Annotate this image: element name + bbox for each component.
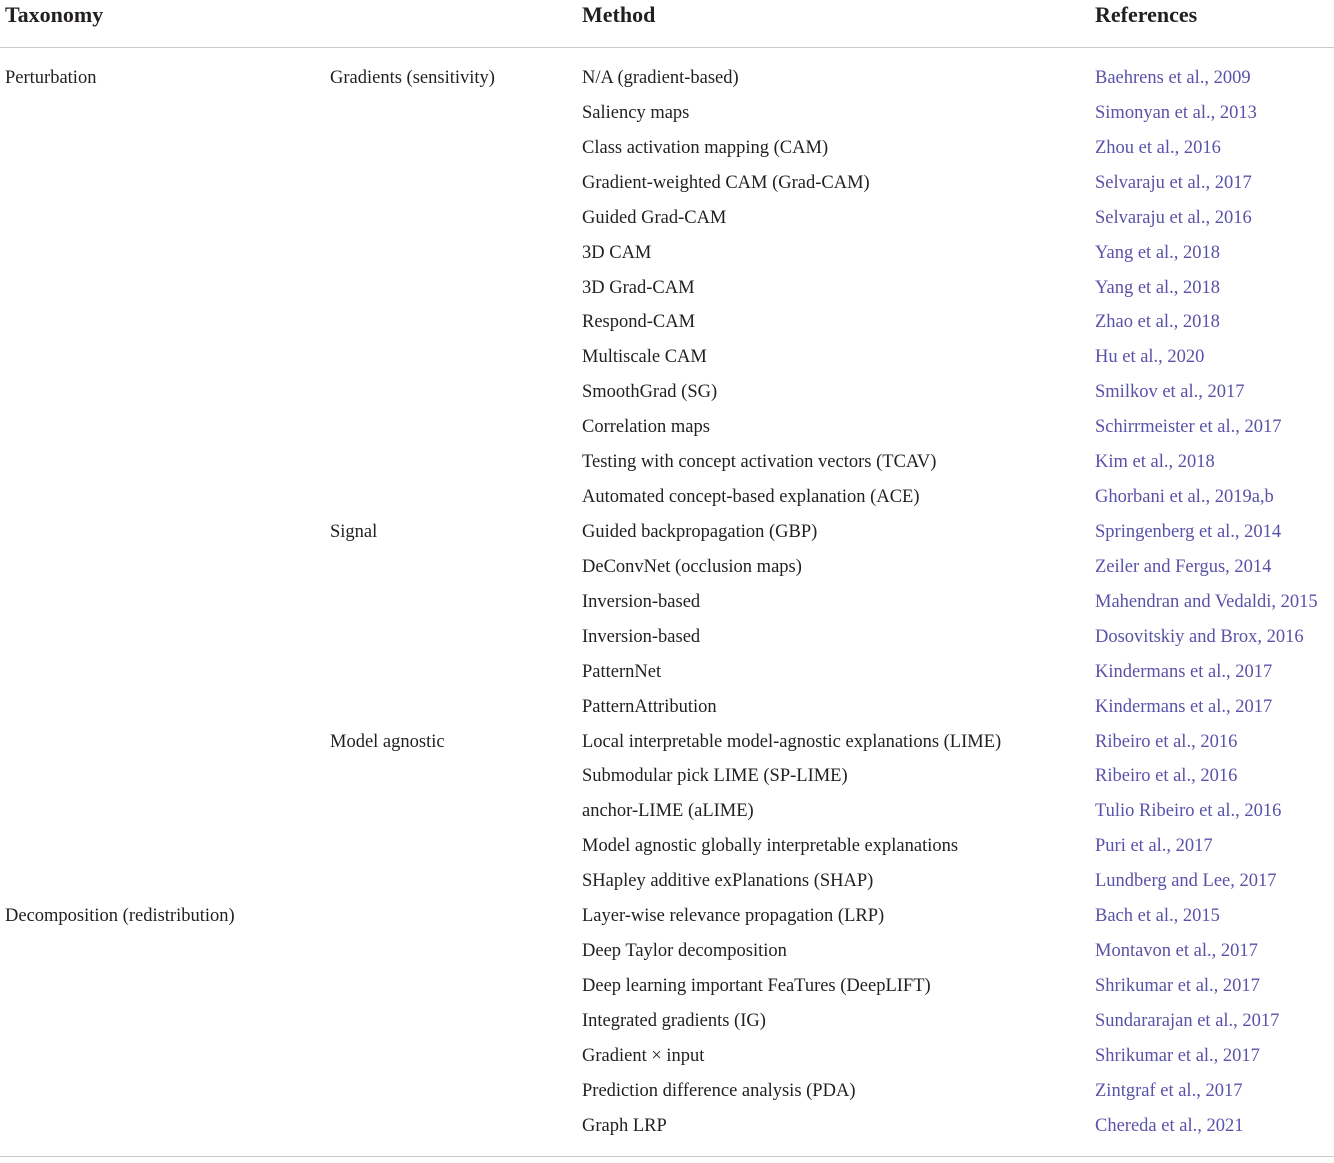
reference-link[interactable]: Selvaraju et al., 2017 [1095, 172, 1252, 193]
reference-link[interactable]: Yang et al., 2018 [1095, 277, 1221, 298]
method-cell: Saliency maps [582, 102, 690, 123]
table-row [0, 1109, 1334, 1144]
method-cell: 3D Grad-CAM [582, 277, 695, 298]
method-cell: PatternNet [582, 661, 662, 682]
taxonomy-cell: Decomposition (redistribution) [5, 906, 235, 927]
table-row [0, 620, 1334, 655]
method-cell: Local interpretable model-agnostic explanations (LIME) [582, 731, 1002, 752]
table-row [0, 725, 1334, 760]
table-row [0, 375, 1334, 410]
table-row [0, 131, 1334, 166]
table-header [0, 0, 1334, 48]
header-references: References [1095, 2, 1198, 27]
reference-link[interactable]: Smilkov et al., 2017 [1095, 382, 1245, 403]
reference-link[interactable]: Baehrens et al., 2009 [1095, 68, 1251, 88]
table-row [0, 690, 1334, 725]
table-row [0, 585, 1334, 620]
reference-link[interactable]: Ribeiro et al., 2016 [1095, 766, 1238, 787]
reference-link[interactable]: Lundberg and Lee, 2017 [1095, 871, 1277, 892]
table-body [0, 48, 1334, 1144]
table-row [0, 655, 1334, 690]
reference-link[interactable]: Shrikumar et al., 2017 [1095, 1045, 1260, 1066]
subcategory-cell: Gradients (sensitivity) [330, 68, 495, 88]
method-cell: DeConvNet (occlusion maps) [582, 556, 802, 577]
reference-link[interactable]: Zhou et al., 2016 [1095, 137, 1221, 158]
method-cell: Graph LRP [582, 1115, 667, 1136]
table-row [0, 61, 1334, 96]
reference-link[interactable]: Ghorbani et al., 2019a,b [1095, 487, 1274, 508]
reference-link[interactable]: Kim et al., 2018 [1095, 452, 1215, 473]
method-cell: SHapley additive exPlanations (SHAP) [582, 871, 874, 892]
reference-link[interactable]: Zeiler and Fergus, 2014 [1095, 556, 1272, 577]
reference-link[interactable]: Dosovitskiy and Brox, 2016 [1095, 626, 1304, 647]
reference-link[interactable]: Selvaraju et al., 2016 [1095, 207, 1252, 228]
table-row [0, 794, 1334, 829]
method-cell: Gradient-weighted CAM (Grad-CAM) [582, 172, 870, 193]
table-row [0, 236, 1334, 271]
table-row [0, 480, 1334, 515]
reference-link[interactable]: Schirrmeister et al., 2017 [1095, 417, 1282, 438]
table-row [0, 550, 1334, 585]
method-cell: Prediction difference analysis (PDA) [582, 1080, 856, 1101]
table-row [0, 1074, 1334, 1109]
method-cell: Multiscale CAM [582, 347, 707, 368]
method-cell: Guided backpropagation (GBP) [582, 521, 818, 542]
reference-link[interactable]: Hu et al., 2020 [1095, 347, 1205, 368]
reference-link[interactable]: Kindermans et al., 2017 [1095, 661, 1273, 682]
table-row [0, 829, 1334, 864]
table-row [0, 934, 1334, 969]
reference-link[interactable]: Springenberg et al., 2014 [1095, 521, 1282, 542]
reference-link[interactable]: Montavon et al., 2017 [1095, 941, 1258, 962]
reference-link[interactable]: Zhao et al., 2018 [1095, 312, 1220, 333]
table-row [0, 410, 1334, 445]
table-row [0, 340, 1334, 375]
reference-link[interactable]: Sundararajan et al., 2017 [1095, 1010, 1280, 1031]
method-cell: Respond-CAM [582, 312, 696, 333]
reference-link[interactable]: Yang et al., 2018 [1095, 242, 1221, 263]
table-row [0, 271, 1334, 306]
reference-link[interactable]: Ribeiro et al., 2016 [1095, 731, 1238, 752]
header-taxonomy: Taxonomy [5, 2, 104, 27]
reference-link[interactable]: Puri et al., 2017 [1095, 836, 1213, 857]
method-cell: Gradient × input [582, 1045, 705, 1066]
taxonomy-cell: Perturbation [5, 68, 97, 88]
subcategory-cell: Signal [330, 521, 378, 542]
method-cell: Integrated gradients (IG) [582, 1010, 766, 1031]
method-cell: SmoothGrad (SG) [582, 382, 718, 403]
method-cell: Testing with concept activation vectors (TCAV) [582, 452, 937, 473]
subcategory-cell: Model agnostic [330, 731, 445, 752]
method-cell: PatternAttribution [582, 696, 717, 717]
method-cell: Class activation mapping (CAM) [582, 137, 829, 158]
method-cell: Guided Grad-CAM [582, 207, 727, 228]
table-row [0, 969, 1334, 1004]
reference-link[interactable]: Chereda et al., 2021 [1095, 1115, 1244, 1136]
method-cell: Correlation maps [582, 417, 710, 438]
reference-link[interactable]: Tulio Ribeiro et al., 2016 [1095, 801, 1282, 822]
method-cell: Deep learning important FeaTures (DeepLIFT) [582, 975, 931, 996]
reference-link[interactable]: Simonyan et al., 2013 [1095, 102, 1257, 123]
method-cell: Inversion-based [582, 591, 701, 612]
method-cell: Model agnostic globally interpretable explanations [582, 836, 959, 857]
reference-link[interactable]: Bach et al., 2015 [1095, 906, 1220, 927]
table-row [0, 1039, 1334, 1074]
table-row [0, 201, 1334, 236]
method-cell: N/A (gradient-based) [582, 68, 739, 88]
table-row [0, 445, 1334, 480]
table-row [0, 864, 1334, 899]
method-cell: Automated concept-based explanation (ACE) [582, 487, 920, 508]
table-row [0, 166, 1334, 201]
table-row [0, 305, 1334, 340]
reference-link[interactable]: Kindermans et al., 2017 [1095, 696, 1273, 717]
method-cell: anchor-LIME (aLIME) [582, 801, 754, 822]
method-cell: Submodular pick LIME (SP-LIME) [582, 766, 848, 787]
table-row [0, 96, 1334, 131]
bottom-rule [0, 1156, 1334, 1157]
table-row [0, 1004, 1334, 1039]
method-cell: Layer-wise relevance propagation (LRP) [582, 906, 885, 927]
method-cell: Inversion-based [582, 626, 701, 647]
reference-link[interactable]: Mahendran and Vedaldi, 2015 [1095, 591, 1318, 612]
table-row [0, 759, 1334, 794]
method-cell: Deep Taylor decomposition [582, 941, 787, 962]
table-row [0, 515, 1334, 550]
reference-link[interactable]: Shrikumar et al., 2017 [1095, 975, 1260, 996]
header-method: Method [582, 2, 656, 27]
method-cell: 3D CAM [582, 242, 652, 263]
table-row [0, 899, 1334, 934]
reference-link[interactable]: Zintgraf et al., 2017 [1095, 1080, 1243, 1101]
